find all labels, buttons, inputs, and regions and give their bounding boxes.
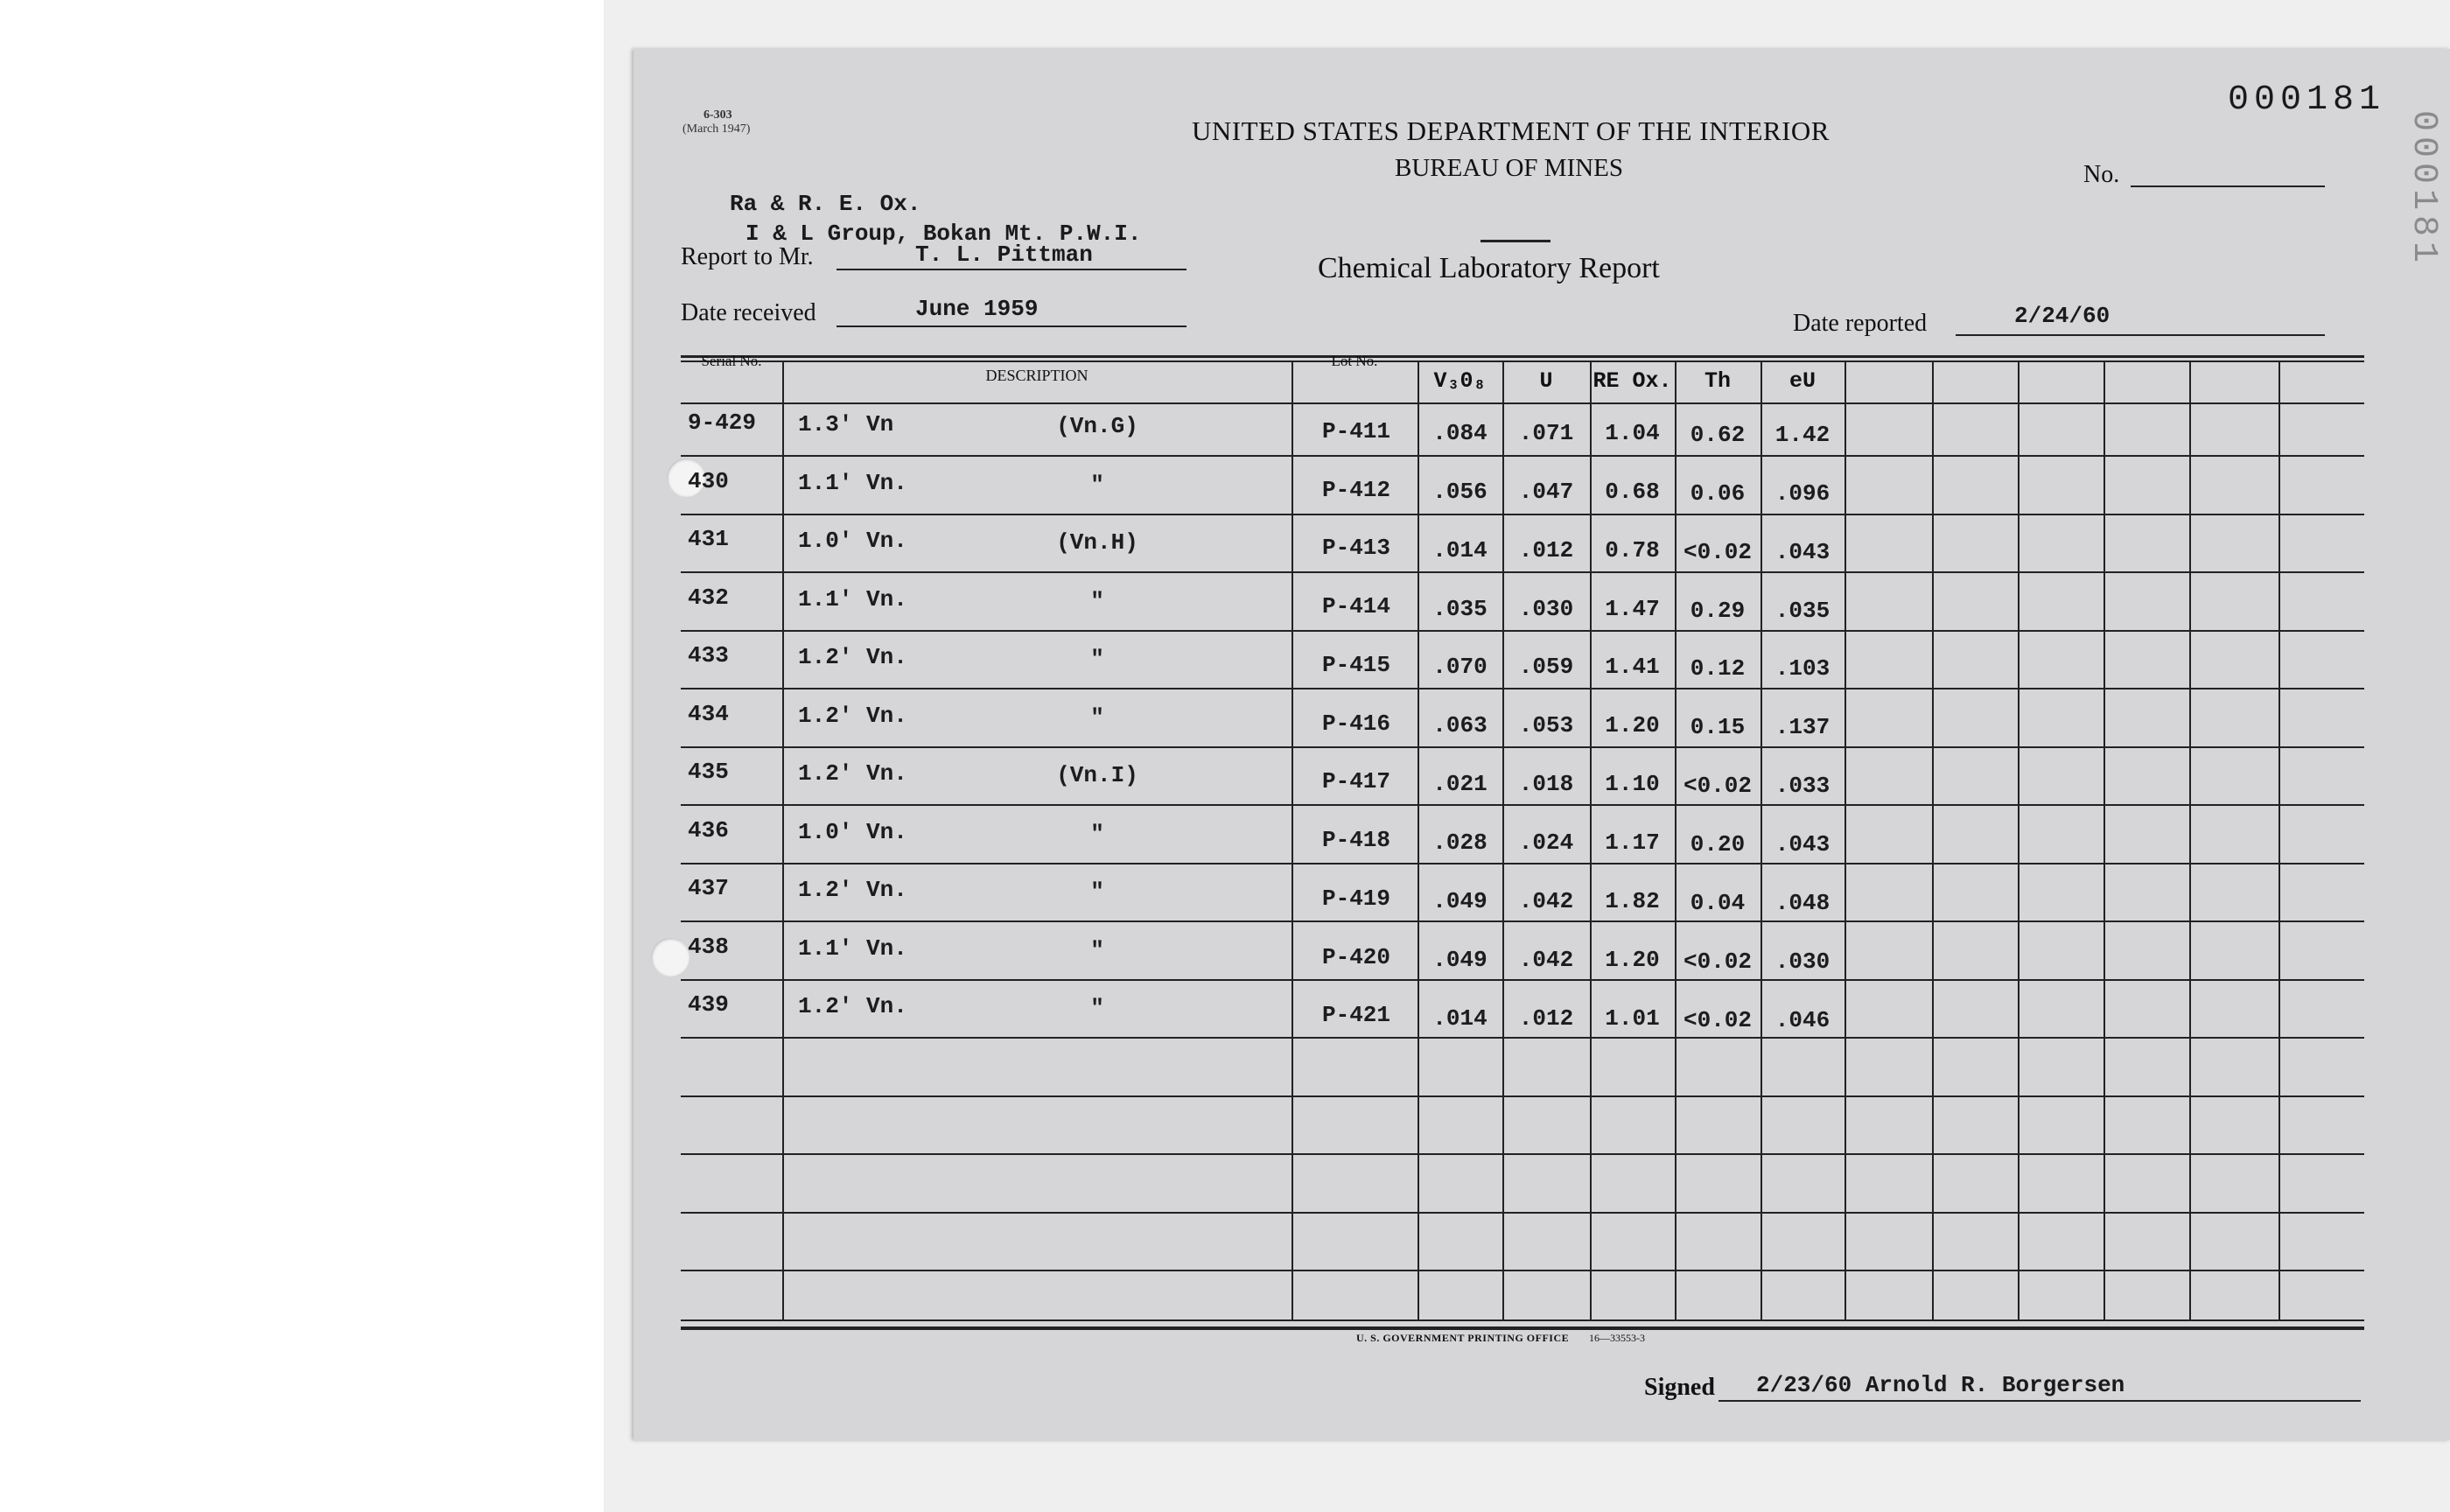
printing-office: U. S. GOVERNMENT PRINTING OFFICE <box>1356 1332 1570 1344</box>
eu-cell: .035 <box>1774 597 1830 624</box>
table-rule <box>681 863 2364 864</box>
table-rule <box>681 1212 2364 1214</box>
lot-number-cell: P-414 <box>1321 593 1390 620</box>
eu-cell: .043 <box>1774 538 1830 565</box>
table-rule <box>681 1320 2364 1321</box>
re-ox-cell: 0.68 <box>1605 478 1660 505</box>
eu-cell: .043 <box>1774 831 1830 858</box>
lot-number-cell: P-412 <box>1321 476 1390 503</box>
form-number: 6-303 <box>704 108 732 122</box>
u-cell: .012 <box>1518 1004 1574 1032</box>
table-rule <box>681 804 2364 806</box>
v3o8-cell: .070 <box>1432 654 1488 681</box>
header-lot: Lot No. <box>1331 353 1378 369</box>
signed-label: Signed <box>1644 1374 1715 1401</box>
re-ox-cell: 1.82 <box>1605 887 1660 914</box>
description-cell: 1.0' Vn. <box>798 528 907 554</box>
description-note-cell: " <box>1090 820 1104 847</box>
v3o8-cell: .035 <box>1432 595 1488 622</box>
table-rule <box>681 1096 2364 1097</box>
re-ox-cell: 1.01 <box>1605 1004 1660 1032</box>
department-title: UNITED STATES DEPARTMENT OF THE INTERIOR <box>1192 116 1830 146</box>
eu-cell: .096 <box>1774 480 1830 507</box>
serial-stamp: 000181 <box>2228 80 2386 120</box>
eu-cell: .103 <box>1774 655 1830 682</box>
th-cell: 0.20 <box>1690 831 1746 858</box>
description-note-cell: " <box>1090 646 1104 672</box>
re-ox-cell: 1.20 <box>1605 712 1660 739</box>
lot-number-cell: P-413 <box>1321 535 1390 562</box>
th-cell: 0.04 <box>1690 889 1746 916</box>
th-cell: 0.62 <box>1690 422 1746 448</box>
th-cell: 0.29 <box>1690 597 1746 624</box>
lot-number-cell: P-418 <box>1321 827 1390 854</box>
report-to-label: Report to Mr. <box>681 243 814 270</box>
description-note-cell: " <box>1090 704 1104 731</box>
description-note-cell: " <box>1090 936 1104 963</box>
description-cell: 1.0' Vn. <box>798 818 907 845</box>
description-cell: 1.2' Vn. <box>798 760 907 787</box>
serial-number-cell: 439 <box>688 991 729 1018</box>
u-cell: .042 <box>1518 946 1574 973</box>
bureau-title: BUREAU OF MINES <box>1395 154 1624 182</box>
re-ox-cell: 1.41 <box>1605 654 1660 681</box>
u-cell: .024 <box>1518 830 1574 857</box>
table-rule <box>681 1326 2364 1329</box>
lot-number-cell: P-421 <box>1321 1002 1390 1029</box>
description-cell: 1.2' Vn. <box>798 993 907 1019</box>
date-reported-label: Date reported <box>1793 310 1928 337</box>
th-cell: <0.02 <box>1683 538 1752 565</box>
u-cell: .059 <box>1518 654 1574 681</box>
subject-line-1: Ra & R. E. Ox. <box>730 191 921 217</box>
eu-cell: .030 <box>1774 948 1830 975</box>
u-cell: .012 <box>1518 536 1574 564</box>
table-rule <box>681 571 2364 573</box>
signed-value: 2/23/60 Arnold R. Borgersen <box>1756 1372 2125 1398</box>
table-rule <box>681 746 2364 748</box>
re-ox-cell: 1.10 <box>1605 771 1660 798</box>
header-th: Th <box>1704 368 1731 394</box>
description-cell: 1.3' Vn <box>798 411 894 438</box>
table-rule <box>681 1037 2364 1039</box>
lot-number-cell: P-411 <box>1321 418 1390 444</box>
description-cell: 1.1' Vn. <box>798 934 907 962</box>
serial-number-cell: 9-429 <box>688 410 757 436</box>
v3o8-cell: .049 <box>1432 887 1488 914</box>
table-column-rule <box>1844 362 1846 1320</box>
th-cell: 0.15 <box>1690 714 1746 741</box>
eu-cell: .046 <box>1774 1006 1830 1033</box>
re-ox-cell: 1.20 <box>1605 946 1660 973</box>
description-cell: 1.2' Vn. <box>798 702 907 729</box>
description-note-cell: " <box>1090 995 1104 1021</box>
u-cell: .071 <box>1518 420 1574 446</box>
description-cell: 1.2' Vn. <box>798 644 907 670</box>
date-received-value: June 1959 <box>915 296 1039 322</box>
serial-number-cell: 431 <box>688 526 729 552</box>
eu-cell: .033 <box>1774 773 1830 800</box>
table-rule <box>681 688 2364 690</box>
table-rule <box>681 402 2364 404</box>
description-note-cell: (Vn.I) <box>1056 762 1138 788</box>
v3o8-cell: .063 <box>1432 712 1488 739</box>
v3o8-cell: .028 <box>1432 830 1488 857</box>
v3o8-cell: .056 <box>1432 478 1488 505</box>
table-rule <box>681 355 2364 358</box>
table-column-rule <box>2189 362 2191 1320</box>
u-cell: .053 <box>1518 712 1574 739</box>
table-rule <box>681 979 2364 981</box>
lot-number-cell: P-416 <box>1321 710 1390 737</box>
description-cell: 1.2' Vn. <box>798 877 907 903</box>
v3o8-cell: .014 <box>1432 1004 1488 1032</box>
header-eu: eU <box>1788 368 1816 394</box>
th-cell: <0.02 <box>1683 1006 1752 1033</box>
table-rule <box>681 455 2364 457</box>
print-code: 16—33553-3 <box>1589 1332 1645 1344</box>
header-description: DESCRIPTION <box>985 367 1088 384</box>
serial-number-cell: 434 <box>688 700 729 727</box>
v3o8-cell: .084 <box>1432 420 1488 446</box>
v3o8-cell: .049 <box>1432 946 1488 973</box>
table-column-rule <box>782 362 784 1320</box>
table-column-rule <box>2104 362 2105 1320</box>
serial-number-cell: 437 <box>688 875 729 901</box>
table-rule <box>681 1153 2364 1155</box>
v3o8-cell: .021 <box>1432 771 1488 798</box>
th-cell: <0.02 <box>1683 773 1752 800</box>
eu-cell: .137 <box>1774 714 1830 741</box>
description-cell: 1.1' Vn. <box>798 585 907 612</box>
serial-number-cell: 433 <box>688 642 729 668</box>
lot-number-cell: P-417 <box>1321 768 1390 795</box>
date-reported-value: 2/24/60 <box>2014 303 2110 329</box>
serial-number-cell: 435 <box>688 759 729 785</box>
description-note-cell: " <box>1090 878 1104 905</box>
serial-number-cell: 438 <box>688 933 729 960</box>
th-cell: <0.02 <box>1683 948 1752 975</box>
th-cell: 0.12 <box>1690 655 1746 682</box>
date-received-label: Date received <box>681 299 816 326</box>
u-cell: .042 <box>1518 887 1574 914</box>
re-ox-cell: 1.04 <box>1605 420 1660 446</box>
lot-number-cell: P-419 <box>1321 885 1390 912</box>
header-v3o8: V₃0₈ <box>1433 368 1487 394</box>
table-rule <box>681 1270 2364 1271</box>
description-cell: 1.1' Vn. <box>798 469 907 496</box>
u-cell: .047 <box>1518 478 1574 505</box>
blank-margin <box>0 0 604 1512</box>
u-cell: .030 <box>1518 595 1574 622</box>
report-title: Chemical Laboratory Report <box>1318 252 1660 284</box>
description-note-cell: (Vn.H) <box>1056 529 1138 556</box>
lab-report-sheet <box>634 49 2450 1440</box>
table-column-rule <box>1292 362 1293 1320</box>
table-rule <box>681 514 2364 515</box>
re-ox-cell: 0.78 <box>1605 536 1660 564</box>
description-note-cell: " <box>1090 587 1104 614</box>
description-note-cell: (Vn.G) <box>1056 413 1138 439</box>
eu-cell: 1.42 <box>1774 422 1830 448</box>
subject-line-2: I & L Group, Bokan Mt. P.W.I. <box>746 220 1142 247</box>
no-label: No. <box>2083 161 2120 188</box>
serial-number-cell: 432 <box>688 584 729 611</box>
serial-number-cell: 430 <box>688 467 729 494</box>
header-u: U <box>1539 368 1553 394</box>
description-note-cell: " <box>1090 471 1104 498</box>
re-ox-cell: 1.47 <box>1605 595 1660 622</box>
u-cell: .018 <box>1518 771 1574 798</box>
v3o8-cell: .014 <box>1432 536 1488 564</box>
re-ox-cell: 1.17 <box>1605 830 1660 857</box>
eu-cell: .048 <box>1774 889 1830 916</box>
serial-stamp-vertical: 000181 <box>2404 110 2443 269</box>
th-cell: 0.06 <box>1690 480 1746 507</box>
table-rule <box>681 920 2364 922</box>
table-column-rule <box>2018 362 2020 1320</box>
header-serial: Serial No. <box>701 353 762 369</box>
lot-number-cell: P-420 <box>1321 943 1390 970</box>
lot-number-cell: P-415 <box>1321 651 1390 678</box>
header-re-ox: RE Ox. <box>1592 368 1672 394</box>
punch-hole <box>651 938 690 976</box>
table-column-rule <box>1932 362 1934 1320</box>
table-rule <box>681 630 2364 632</box>
serial-number-cell: 436 <box>688 816 729 844</box>
report-to-value: T. L. Pittman <box>915 242 1093 268</box>
form-date: (March 1947) <box>682 122 751 136</box>
table-column-rule <box>2278 362 2280 1320</box>
